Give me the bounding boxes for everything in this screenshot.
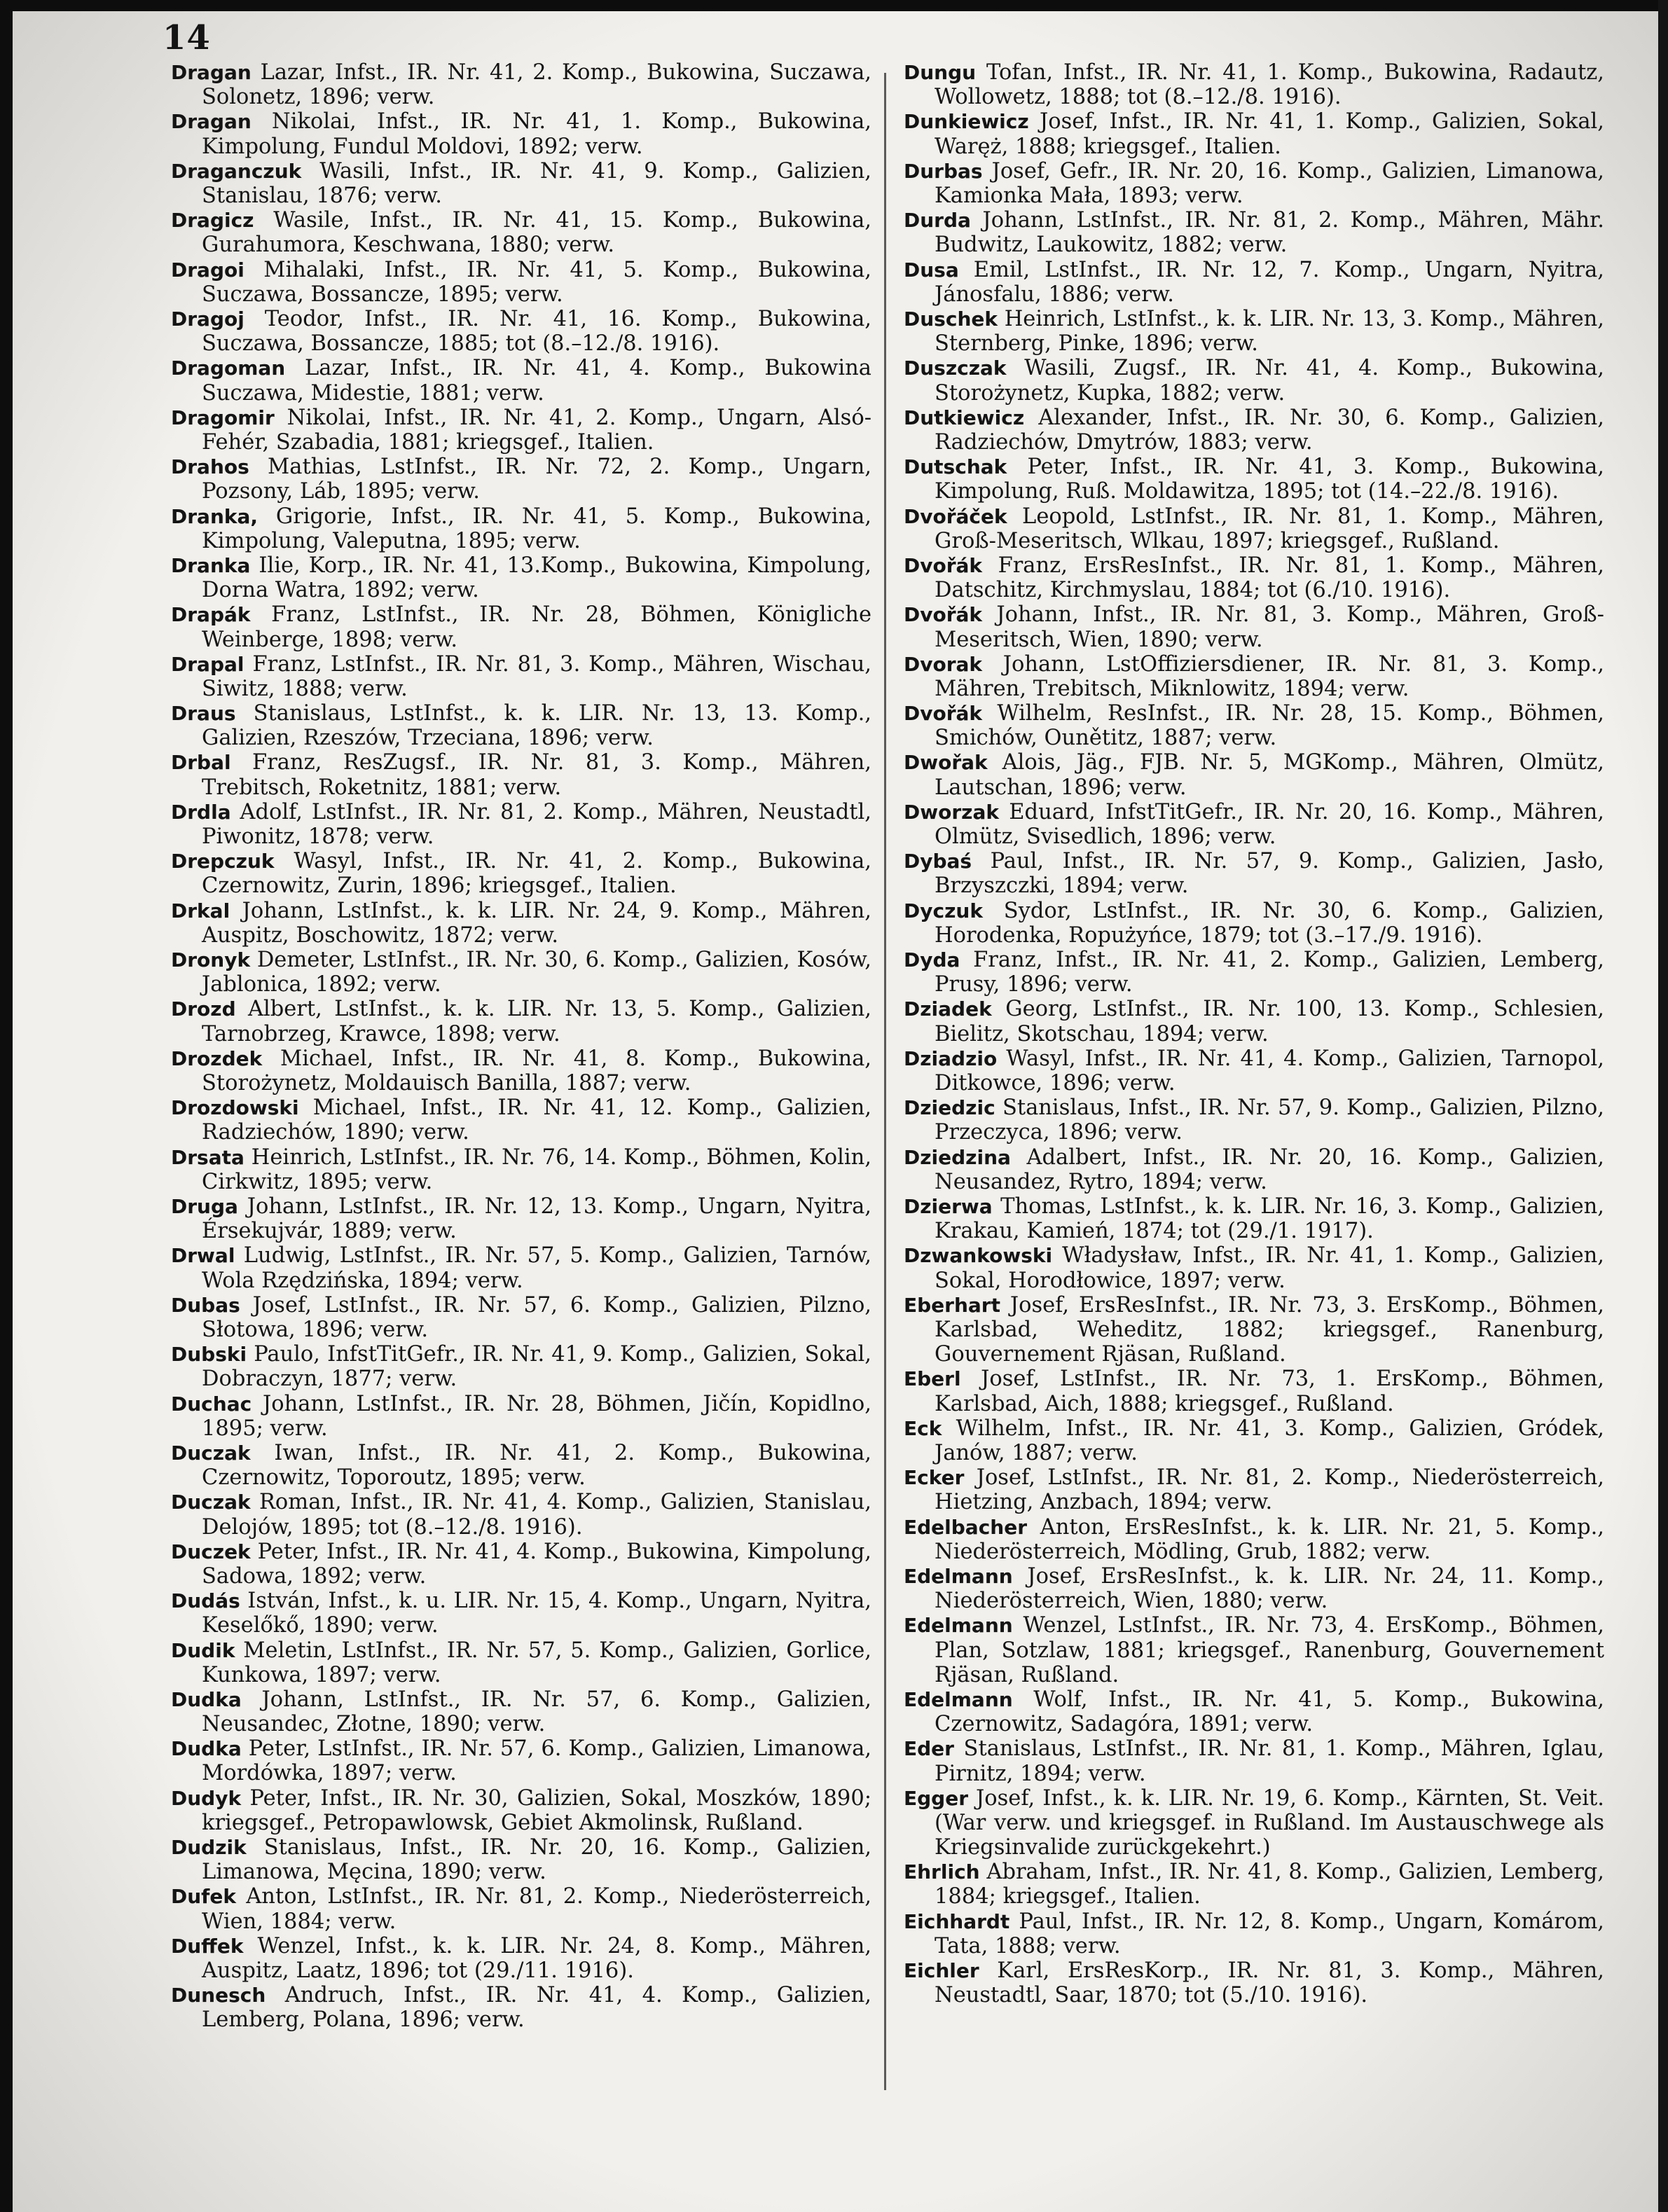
entry-details: Demeter, LstInfst., IR. Nr. 30, 6. Komp., Galizien, Kosów, Jablonica, 1892; verw. <box>202 948 871 997</box>
casualty-entry <box>171 1046 871 1095</box>
entry-surname: Dunesch <box>171 1984 266 2007</box>
entry-surname: Dvořák <box>904 553 983 577</box>
entry-surname: Druga <box>171 1194 238 1218</box>
casualty-entry <box>904 1786 1604 1860</box>
casualty-entry <box>171 1983 871 2032</box>
entry-details: Paul, Infst., IR. Nr. 12, 8. Komp., Ungarn, Komárom, Tata, 1888; verw. <box>935 1909 1604 1958</box>
entry-details: Wenzel, Infst., k. k. LIR. Nr. 24, 8. Komp., Mähren, Auspitz, Laatz, 1896; tot (29./11. 1916). <box>202 1933 871 1984</box>
casualty-entry <box>171 652 871 701</box>
entry-details: Wasyl, Infst., IR. Nr. 41, 2. Komp., Bukowina, Czernowitz, Zurin, 1896; kriegsgef., Italien. <box>202 849 871 899</box>
entry-surname: Eichler <box>904 1959 979 1983</box>
entry-surname: Duchac <box>171 1392 252 1416</box>
casualty-entry <box>904 109 1604 158</box>
entry-details: Sydor, LstInfst., IR. Nr. 30, 6. Komp., Galizien, Horodenka, Ropużyńce, 1879; tot (3.–17./9. 1916). <box>935 898 1604 948</box>
casualty-entry <box>904 948 1604 997</box>
column-divider <box>884 73 886 2090</box>
entry-details: Meletin, LstInfst., IR. Nr. 57, 5. Komp., Galizien, Gorlice, Kunkowa, 1897; verw. <box>202 1638 871 1687</box>
casualty-entry <box>904 602 1604 651</box>
entry-details: Stanislaus, LstInfst., IR. Nr. 81, 1. Komp., Mähren, Iglau, Pirnitz, 1894; verw. <box>935 1736 1604 1786</box>
casualty-entry <box>904 1687 1604 1736</box>
casualty-entry <box>904 1046 1604 1095</box>
entry-surname: Drdla <box>171 800 231 824</box>
casualty-entry <box>904 1194 1604 1243</box>
entry-details: Peter, Infst., IR. Nr. 41, 3. Komp., Bukowina, Kimpolung, Ruß. Moldawitza, 1895; tot (14.–22./8. 1916). <box>935 455 1604 504</box>
entry-surname: Eichhardt <box>904 1909 1010 1933</box>
entry-details: Michael, Infst., IR. Nr. 41, 12. Komp., Galizien, Radziechów, 1890; verw. <box>202 1095 871 1145</box>
entry-surname: Dubski <box>171 1343 247 1367</box>
entry-details: Heinrich, LstInfst., k. k. LIR. Nr. 13, 3. Komp., Mähren, Sternberg, Pinke, 1896; verw. <box>935 306 1604 357</box>
casualty-entry <box>171 159 871 208</box>
entry-surname: Ehrlich <box>904 1860 980 1884</box>
casualty-entry <box>904 60 1604 109</box>
casualty-entry <box>904 899 1604 948</box>
entry-details: Heinrich, LstInfst., IR. Nr. 76, 14. Komp., Böhmen, Kolin, Cirkwitz, 1895; verw. <box>202 1145 871 1194</box>
casualty-entry <box>904 1465 1604 1514</box>
entry-details: Franz, LstInfst., IR. Nr. 81, 3. Komp., Mähren, Wischau, Siwitz, 1888; verw. <box>202 651 871 701</box>
casualty-entry <box>171 1786 871 1835</box>
entry-details: Johann, LstInfst., IR. Nr. 12, 13. Komp., Ungarn, Nyitra, Érsekujvár, 1889; verw. <box>202 1194 871 1244</box>
entry-details: Johann, Infst., IR. Nr. 81, 3. Komp., Mähren, Groß-Meseritsch, Wien, 1890; verw. <box>935 602 1604 652</box>
entry-details: Ludwig, LstInfst., IR. Nr. 57, 5. Komp., Galizien, Tarnów, Wola Rzędzińska, 1894; verw. <box>202 1243 871 1293</box>
entry-details: Johann, LstInfst., IR. Nr. 28, Böhmen, Jičín, Kopidlno, 1895; verw. <box>202 1391 871 1441</box>
entry-surname: Duczak <box>171 1441 251 1465</box>
casualty-entry <box>904 1860 1604 1909</box>
entry-details: Roman, Infst., IR. Nr. 41, 4. Komp., Galizien, Stanislau, Delojów, 1895; tot (8.–12./8. 1916). <box>202 1490 871 1540</box>
entry-surname: Dzwankowski <box>904 1244 1053 1268</box>
entry-details: Adolf, LstInfst., IR. Nr. 81, 2. Komp., Mähren, Neustadtl, Piwonitz, 1878; verw. <box>202 799 871 850</box>
casualty-entry <box>904 307 1604 356</box>
entry-surname: Dranka <box>171 553 251 577</box>
entry-details: Anton, LstInfst., IR. Nr. 81, 2. Komp., Niederösterreich, Wien, 1884; verw. <box>202 1884 871 1934</box>
entry-surname: Draus <box>171 702 236 726</box>
scan-edge-left <box>0 0 13 2212</box>
entry-details: István, Infst., k. u. LIR. Nr. 15, 4. Komp., Ungarn, Nyitra, Keselőkő, 1890; verw. <box>202 1589 871 1638</box>
entry-surname: Dwořak <box>904 751 988 775</box>
casualty-entry <box>904 159 1604 208</box>
casualty-entry <box>904 406 1604 455</box>
entry-surname: Dworzak <box>904 800 999 824</box>
entry-details: Anton, ErsResInfst., k. k. LIR. Nr. 21, 5. Komp., Niederösterreich, Mödling, Grub, 1882; verw. <box>935 1514 1604 1564</box>
entry-details: Tofan, Infst., IR. Nr. 41, 1. Komp., Bukowina, Radautz, Wollowetz, 1888; tot (8.–12./8. 1916). <box>935 60 1604 110</box>
entry-surname: Dziadzio <box>904 1046 998 1070</box>
casualty-entry <box>171 1490 871 1539</box>
entry-details: Andruch, Infst., IR. Nr. 41, 4. Komp., Galizien, Lemberg, Polana, 1896; verw. <box>202 1983 871 2033</box>
casualty-entry <box>904 208 1604 257</box>
casualty-entry <box>171 208 871 257</box>
entry-surname: Draganczuk <box>171 159 302 183</box>
entry-details: Peter, Infst., IR. Nr. 41, 4. Komp., Bukowina, Kimpolung, Sadowa, 1892; verw. <box>202 1539 871 1589</box>
casualty-entry <box>904 1564 1604 1613</box>
casualty-entry <box>171 455 871 504</box>
entry-surname: Eck <box>904 1416 942 1440</box>
entry-details: Josef, Infst., IR. Nr. 41, 1. Komp., Galizien, Sokal, Waręż, 1888; kriegsgef., Italien. <box>935 109 1604 159</box>
entry-surname: Dufek <box>171 1885 236 1909</box>
entry-details: Wasili, Zugsf., IR. Nr. 41, 4. Komp., Bukowina, Storożynetz, Kupka, 1882; verw. <box>935 356 1604 406</box>
entry-details: Ilie, Korp., IR. Nr. 41, 13.Komp., Bukowina, Kimpolung, Dorna Watra, 1892; verw. <box>202 553 871 603</box>
casualty-entry <box>171 553 871 602</box>
entry-details: Nikolai, Infst., IR. Nr. 41, 1. Komp., Bukowina, Kimpolung, Fundul Moldovi, 1892; verw. <box>202 109 871 159</box>
entry-surname: Dudka <box>171 1737 242 1761</box>
casualty-entry <box>904 1613 1604 1687</box>
casualty-entry <box>171 1293 871 1342</box>
entry-details: Michael, Infst., IR. Nr. 41, 8. Komp., Bukowina, Storożynetz, Moldauisch Banilla, 1887; verw. <box>202 1046 871 1096</box>
entry-details: Lazar, Infst., IR. Nr. 41, 4. Komp., Bukowina Suczawa, Midestie, 1881; verw. <box>202 356 871 406</box>
entry-surname: Drozd <box>171 997 236 1021</box>
casualty-entry <box>171 1934 871 1983</box>
entry-surname: Duczak <box>171 1491 251 1514</box>
entry-details: Thomas, LstInfst., k. k. LIR. Nr. 16, 3. Komp., Galizien, Krakau, Kamień, 1874; tot (29./1. 1917). <box>935 1194 1604 1244</box>
entry-surname: Edelmann <box>904 1564 1013 1588</box>
entry-surname: Duffek <box>171 1934 244 1958</box>
casualty-entry <box>904 1416 1604 1465</box>
casualty-entry <box>904 356 1604 405</box>
entry-details: Josef, ErsResInfst., IR. Nr. 73, 3. ErsKomp., Böhmen, Karlsbad, Weheditz, 1882; kriegsgef., Ranenburg, Gouvernement Rjäsan, Rußland. <box>935 1292 1604 1367</box>
entry-surname: Dutschak <box>904 455 1007 479</box>
entry-surname: Dvorak <box>904 652 983 676</box>
entry-surname: Drozdek <box>171 1046 263 1070</box>
casualty-entry <box>171 1638 871 1687</box>
casualty-entry <box>904 1515 1604 1564</box>
casualty-entry <box>904 1736 1604 1785</box>
entry-surname: Dyczuk <box>904 899 983 922</box>
entry-surname: Dvořák <box>904 702 983 726</box>
entry-surname: Dvořák <box>904 603 983 627</box>
right-column <box>904 60 1604 2007</box>
entry-details: Josef, ErsResInfst., k. k. LIR. Nr. 24, 11. Komp., Niederösterreich, Wien, 1880; verw. <box>935 1563 1604 1614</box>
entry-surname: Dragoman <box>171 357 286 380</box>
casualty-entry <box>171 1145 871 1194</box>
entry-surname: Dragan <box>171 61 251 84</box>
casualty-entry <box>171 849 871 898</box>
entry-surname: Durbas <box>904 159 983 183</box>
casualty-entry <box>904 701 1604 750</box>
entry-surname: Dutkiewicz <box>904 406 1025 429</box>
entry-details: Wasile, Infst., IR. Nr. 41, 15. Komp., Bukowina, Gurahumora, Keschwana, 1880; verw. <box>202 208 871 258</box>
casualty-entry <box>171 1884 871 1933</box>
casualty-entry <box>171 258 871 307</box>
entry-details: Stanislaus, Infst., IR. Nr. 57, 9. Komp., Galizien, Pilzno, Przeczyca, 1896; verw. <box>935 1095 1604 1145</box>
entry-surname: Durda <box>904 209 971 233</box>
entry-surname: Dziedzic <box>904 1096 995 1120</box>
entry-details: Wasyl, Infst., IR. Nr. 41, 4. Komp., Galizien, Tarnopol, Ditkowce, 1896; verw. <box>935 1046 1604 1096</box>
entry-details: Wenzel, LstInfst., IR. Nr. 73, 4. ErsKomp., Böhmen, Plan, Sotzlaw, 1881; kriegsgef., Ranenburg, Gouvernement Rjäsan, Rußland. <box>935 1613 1604 1687</box>
entry-surname: Dranka, <box>171 504 259 528</box>
casualty-entry <box>171 307 871 356</box>
entry-details: Alexander, Infst., IR. Nr. 30, 6. Komp., Galizien, Radziechów, Dmytrów, 1883; verw. <box>935 405 1604 455</box>
casualty-entry <box>904 455 1604 504</box>
entry-details: Johann, LstOffiziersdiener, IR. Nr. 81, 3. Komp., Mähren, Trebitsch, Miknlowitz, 1894; verw. <box>935 651 1604 701</box>
entry-details: Paul, Infst., IR. Nr. 57, 9. Komp., Galizien, Jasło, Brzyszczki, 1894; verw. <box>935 849 1604 899</box>
entry-surname: Dybaś <box>904 850 972 873</box>
entry-surname: Dronyk <box>171 948 251 972</box>
casualty-entry <box>171 1441 871 1490</box>
entry-details: Albert, LstInfst., k. k. LIR. Nr. 13, 5. Komp., Galizien, Tarnobrzeg, Krawce, 1898; verw. <box>202 997 871 1046</box>
entry-details: Mathias, LstInfst., IR. Nr. 72, 2. Komp., Ungarn, Pozsony, Láb, 1895; verw. <box>202 455 871 504</box>
entry-surname: Duczek <box>171 1540 251 1563</box>
entry-surname: Dragomir <box>171 406 275 429</box>
entry-surname: Ecker <box>904 1466 965 1490</box>
entry-surname: Duszczak <box>904 357 1007 380</box>
casualty-entry <box>904 504 1604 553</box>
entry-surname: Dvořáček <box>904 504 1007 528</box>
entry-surname: Dziedzina <box>904 1145 1011 1169</box>
casualty-entry <box>171 1392 871 1441</box>
casualty-entry <box>171 1835 871 1884</box>
entry-surname: Dudik <box>171 1638 235 1662</box>
casualty-entry <box>171 1540 871 1589</box>
casualty-entry <box>171 1736 871 1785</box>
entry-surname: Drbal <box>171 751 231 775</box>
casualty-entry <box>904 258 1604 307</box>
casualty-entry <box>171 356 871 405</box>
entry-details: Władysław, Infst., IR. Nr. 41, 1. Komp., Galizien, Sokal, Horodłowice, 1897; verw. <box>935 1243 1604 1293</box>
entry-details: Stanislaus, Infst., IR. Nr. 20, 16. Komp., Galizien, Limanowa, Męcina, 1890; verw. <box>202 1835 871 1885</box>
casualty-entry <box>904 750 1604 799</box>
entry-surname: Drsata <box>171 1145 244 1169</box>
casualty-entry <box>171 602 871 651</box>
entry-surname: Drahos <box>171 455 249 479</box>
entry-details: Wasili, Infst., IR. Nr. 41, 9. Komp., Galizien, Stanislau, 1876; verw. <box>202 158 871 208</box>
left-column <box>171 60 871 2033</box>
entry-surname: Dragoj <box>171 307 244 331</box>
entry-details: Franz, ResZugsf., IR. Nr. 81, 3. Komp., Mähren, Trebitsch, Roketnitz, 1881; verw. <box>202 750 871 800</box>
casualty-entry <box>904 1958 1604 2007</box>
entry-surname: Drozdowski <box>171 1096 299 1120</box>
entry-details: Johann, LstInfst., IR. Nr. 57, 6. Komp., Galizien, Neusandec, Złotne, 1890; verw. <box>202 1687 871 1737</box>
entry-surname: Edelmann <box>904 1614 1013 1638</box>
casualty-entry <box>171 60 871 109</box>
entry-surname: Dudka <box>171 1687 242 1711</box>
casualty-entry <box>904 652 1604 701</box>
entry-surname: Dunkiewicz <box>904 110 1029 134</box>
casualty-entry <box>904 1145 1604 1194</box>
entry-details: Wilhelm, Infst., IR. Nr. 41, 3. Komp., Galizien, Gródek, Janów, 1887; verw. <box>935 1416 1604 1465</box>
entry-surname: Dubas <box>171 1293 240 1317</box>
entry-surname: Dragan <box>171 110 251 134</box>
entry-surname: Eder <box>904 1737 954 1761</box>
entry-details: Lazar, Infst., IR. Nr. 41, 2. Komp., Bukowina, Suczawa, Solonetz, 1896; verw. <box>202 60 871 110</box>
entry-surname: Drepczuk <box>171 850 275 873</box>
casualty-entry <box>171 701 871 750</box>
entry-surname: Dyda <box>904 948 960 972</box>
entry-details: Josef, LstInfst., IR. Nr. 57, 6. Komp., Galizien, Pilzno, Słotowa, 1896; verw. <box>202 1292 871 1342</box>
entry-details: Georg, LstInfst., IR. Nr. 100, 13. Komp., Schlesien, Bielitz, Skotschau, 1894; verw. <box>935 997 1604 1046</box>
casualty-entry <box>904 1243 1604 1292</box>
entry-details: Josef, LstInfst., IR. Nr. 81, 2. Komp., Niederösterreich, Hietzing, Anzbach, 1894; verw. <box>935 1465 1604 1515</box>
scan-edge-top <box>0 0 1668 11</box>
casualty-entry <box>171 1589 871 1638</box>
casualty-entry <box>904 849 1604 898</box>
entry-details: Leopold, LstInfst., IR. Nr. 81, 1. Komp., Mähren, Groß-Meseritsch, Wlkau, 1897; kriegsgef., Rußland. <box>935 504 1604 553</box>
casualty-entry <box>904 1095 1604 1145</box>
casualty-entry <box>171 1194 871 1243</box>
entry-surname: Eberhart <box>904 1293 1000 1317</box>
entry-surname: Drapal <box>171 652 244 676</box>
entry-details: Alois, Jäg., FJB. Nr. 5, MGKomp., Mähren, Olmütz, Lautschan, 1896; verw. <box>935 750 1604 800</box>
entry-details: Peter, LstInfst., IR. Nr. 57, 6. Komp., Galizien, Limanowa, Mordówka, 1897; verw. <box>202 1736 871 1786</box>
scan-edge-right <box>1658 0 1668 2212</box>
entry-surname: Dudzik <box>171 1836 247 1860</box>
entry-details: Wilhelm, ResInfst., IR. Nr. 28, 15. Komp., Böhmen, Smichów, Ounětitz, 1887; verw. <box>935 701 1604 751</box>
casualty-entry <box>171 109 871 158</box>
entry-surname: Dziadek <box>904 997 992 1021</box>
casualty-entry <box>171 899 871 948</box>
page-number: 14 <box>163 18 211 57</box>
entry-surname: Duschek <box>904 307 998 331</box>
casualty-entry <box>171 800 871 849</box>
casualty-entry <box>171 1687 871 1736</box>
entry-details: Paulo, InfstTitGefr., IR. Nr. 41, 9. Komp., Galizien, Sokal, Dobraczyn, 1877; verw. <box>202 1342 871 1392</box>
casualty-entry <box>171 948 871 997</box>
casualty-entry <box>904 1293 1604 1367</box>
entry-details: Adalbert, Infst., IR. Nr. 20, 16. Komp., Galizien, Neusandez, Rytro, 1894; verw. <box>935 1145 1604 1194</box>
entry-details: Johann, LstInfst., k. k. LIR. Nr. 24, 9. Komp., Mähren, Auspitz, Boschowitz, 1872; verw. <box>202 898 871 948</box>
entry-details: Peter, Infst., IR. Nr. 30, Galizien, Sokal, Moszków, 1890; kriegsgef., Petropawlowsk, Gebiet Akmolinsk, Rußland. <box>202 1785 871 1835</box>
entry-surname: Dungu <box>904 61 977 84</box>
entry-surname: Edelbacher <box>904 1515 1028 1539</box>
entry-details: Wolf, Infst., IR. Nr. 41, 5. Komp., Bukowina, Czernowitz, Sadagóra, 1891; verw. <box>935 1687 1604 1737</box>
entry-surname: Dusa <box>904 258 959 282</box>
entry-details: Emil, LstInfst., IR. Nr. 12, 7. Komp., Ungarn, Nyitra, Jánosfalu, 1886; verw. <box>935 257 1604 307</box>
entry-details: Eduard, InfstTitGefr., IR. Nr. 20, 16. Komp., Mähren, Olmütz, Svisedlich, 1896; verw. <box>935 799 1604 850</box>
entry-details: Johann, LstInfst., IR. Nr. 81, 2. Komp., Mähren, Mähr. Budwitz, Laukowitz, 1882; verw. <box>935 208 1604 258</box>
entry-details: Abraham, Infst., IR. Nr. 41, 8. Komp., Galizien, Lemberg, 1884; kriegsgef., Italien. <box>935 1860 1604 1909</box>
entry-details: Iwan, Infst., IR. Nr. 41, 2. Komp., Bukowina, Czernowitz, Toporoutz, 1895; verw. <box>202 1440 871 1491</box>
entry-surname: Edelmann <box>904 1687 1013 1711</box>
entry-details: Franz, ErsResInfst., IR. Nr. 81, 1. Komp., Mähren, Datschitz, Kirchmyslau, 1884; tot (6./10. 1916). <box>935 553 1604 603</box>
entry-surname: Drapák <box>171 603 251 627</box>
entry-details: Stanislaus, LstInfst., k. k. LIR. Nr. 13, 13. Komp., Galizien, Rzeszów, Trzeciana, 1896; verw. <box>202 701 871 751</box>
casualty-entry <box>904 800 1604 849</box>
casualty-entry <box>904 1367 1604 1416</box>
entry-details: Josef, LstInfst., IR. Nr. 73, 1. ErsKomp., Böhmen, Karlsbad, Aich, 1888; kriegsgef., Rußland. <box>935 1367 1604 1416</box>
entry-details: Franz, LstInfst., IR. Nr. 28, Böhmen, Königliche Weinberge, 1898; verw. <box>202 602 871 652</box>
entry-details: Franz, Infst., IR. Nr. 41, 2. Komp., Galizien, Lemberg, Prusy, 1896; verw. <box>935 948 1604 997</box>
entry-details: Karl, ErsResKorp., IR. Nr. 81, 3. Komp., Mähren, Neustadtl, Saar, 1870; tot (5./10. 1916). <box>935 1958 1604 2008</box>
entry-surname: Drwal <box>171 1244 235 1268</box>
casualty-entry <box>904 1909 1604 1958</box>
entry-surname: Dragoi <box>171 258 244 282</box>
casualty-entry <box>171 1095 871 1145</box>
entry-surname: Drkal <box>171 899 230 922</box>
casualty-entry <box>904 997 1604 1046</box>
casualty-entry <box>171 750 871 799</box>
entry-surname: Dzierwa <box>904 1194 993 1218</box>
entry-details: Grigorie, Infst., IR. Nr. 41, 5. Komp., Bukowina, Kimpolung, Valeputna, 1895; verw. <box>202 504 871 553</box>
entry-surname: Dudyk <box>171 1786 242 1810</box>
entry-details: Teodor, Infst., IR. Nr. 41, 16. Komp., Bukowina, Suczawa, Bossancze, 1885; tot (8.–12./8. 1916). <box>202 306 871 357</box>
casualty-entry <box>171 406 871 455</box>
entry-details: Josef, Infst., k. k. LIR. Nr. 19, 6. Komp., Kärnten, St. Veit. (War verw. und kriegsgef. in Rußland. Im Austauschwege als Kriegsinvalide zurückgekehrt.) <box>935 1785 1604 1860</box>
casualty-entry <box>171 504 871 553</box>
casualty-entry <box>171 997 871 1046</box>
entry-surname: Egger <box>904 1786 969 1810</box>
entry-details: Nikolai, Infst., IR. Nr. 41, 2. Komp., Ungarn, Alsó-Fehér, Szabadia, 1881; kriegsgef., Italien. <box>202 405 871 455</box>
casualty-entry <box>171 1342 871 1391</box>
casualty-entry <box>904 553 1604 602</box>
casualty-entry <box>171 1243 871 1292</box>
entry-details: Mihalaki, Infst., IR. Nr. 41, 5. Komp., Bukowina, Suczawa, Bossancze, 1895; verw. <box>202 257 871 307</box>
entry-surname: Dudás <box>171 1589 240 1613</box>
entry-details: Josef, Gefr., IR. Nr. 20, 16. Komp., Galizien, Limanowa, Kamionka Mała, 1893; verw. <box>935 158 1604 208</box>
entry-surname: Eberl <box>904 1367 961 1391</box>
entry-surname: Dragicz <box>171 209 254 233</box>
